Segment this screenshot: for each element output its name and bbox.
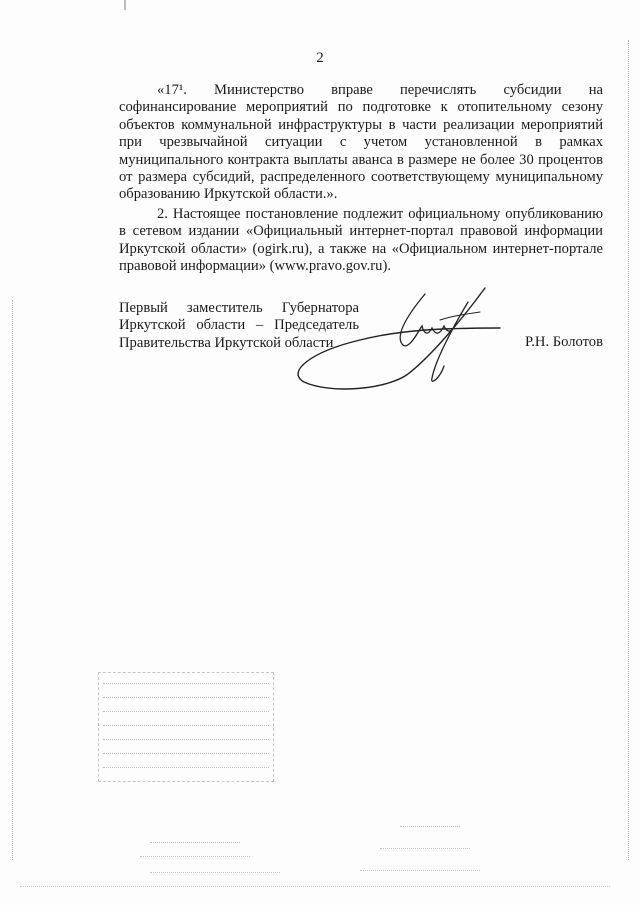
paragraph-amendment: «17¹. Министерство вправе перечислять субсидии на софинансирование мероприятий по подготовке к отопительному сезону объектов коммунальной инфраструктуры в части реализации мероприятий при чрезвычайной ситуации с учетом установленной в рамках муниципального контракта выплаты аванса в размере не более 30 процентов от размера субсидий, распределенного соответствующему муниципальному образованию Иркутской области.». <box>119 82 603 203</box>
paragraph-publication: 2. Настоящее постановление подлежит официальному опубликованию в сетевом издании «Официальный интернет-портал правовой информации Иркутской области» (ogirk.ru), а также на «Официальном интернет-портале правовой информации» (www.pravo.gov.ru). <box>119 205 603 275</box>
bottom-scan-noise <box>140 856 250 857</box>
bottom-scan-noise <box>20 886 610 887</box>
page-number: 2 <box>316 50 324 66</box>
top-scan-mark <box>124 0 126 10</box>
right-edge-scan-artifact <box>628 40 629 860</box>
signatory-title-line-1: Первый заместитель Губернатора <box>119 300 359 316</box>
signatory-title-line-2: Иркутской области – Председатель <box>119 317 359 334</box>
signatory-title-line-3: Правительства Иркутской области <box>119 334 334 351</box>
registration-stamp <box>98 672 274 782</box>
bottom-scan-noise <box>150 872 280 873</box>
bottom-scan-noise <box>150 842 240 843</box>
bottom-scan-noise <box>360 870 480 871</box>
bottom-scan-noise <box>380 848 470 849</box>
document-body <box>119 82 603 277</box>
handwritten-signature <box>290 282 520 402</box>
bottom-scan-noise <box>400 826 460 827</box>
signatory-name: Р.Н. Болотов <box>524 334 603 350</box>
left-edge-scan-artifact <box>12 300 13 860</box>
